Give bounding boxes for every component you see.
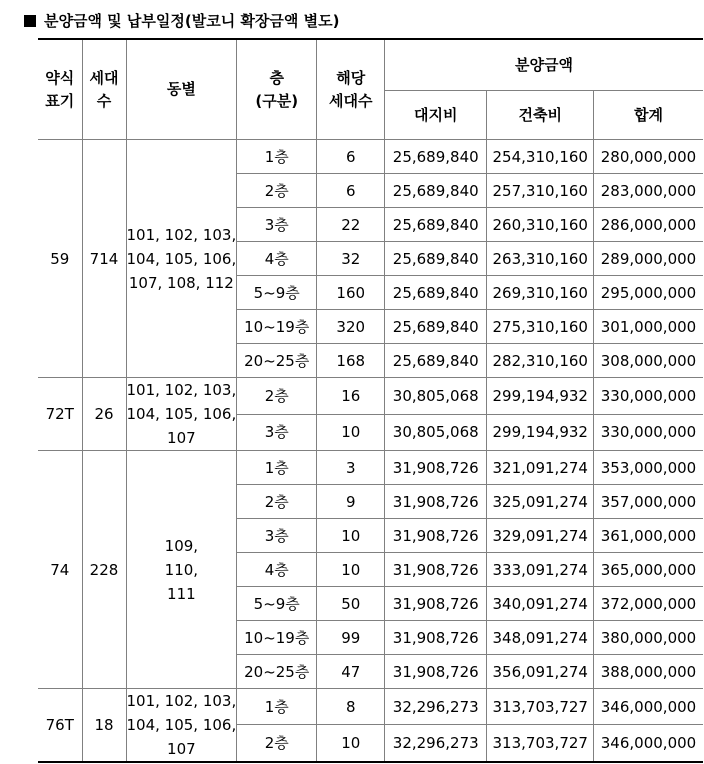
building-cell: 329,091,274 bbox=[487, 519, 594, 553]
land-cell: 25,689,840 bbox=[385, 242, 487, 276]
count-cell: 10 bbox=[317, 725, 385, 762]
floor-cell: 3층 bbox=[237, 208, 317, 242]
dong-line: 101, 102, 103, bbox=[126, 692, 237, 710]
building-cell: 263,310,160 bbox=[487, 242, 594, 276]
count-cell: 8 bbox=[317, 689, 385, 725]
floor-cell: 1층 bbox=[237, 451, 317, 485]
floor-cell: 20~25층 bbox=[237, 344, 317, 378]
header-total: 합계 bbox=[594, 91, 703, 140]
land-cell: 31,908,726 bbox=[385, 587, 487, 621]
households-cell: 26 bbox=[82, 378, 126, 451]
header-dong: 동별 bbox=[126, 39, 237, 140]
header-price: 분양금액 bbox=[385, 39, 703, 91]
land-cell: 31,908,726 bbox=[385, 553, 487, 587]
households-cell: 714 bbox=[82, 140, 126, 378]
land-cell: 25,689,840 bbox=[385, 140, 487, 174]
building-cell: 356,091,274 bbox=[487, 655, 594, 689]
dong-line: 107 bbox=[167, 740, 196, 758]
total-cell: 388,000,000 bbox=[594, 655, 703, 689]
floor-cell: 5~9층 bbox=[237, 276, 317, 310]
total-cell: 330,000,000 bbox=[594, 414, 703, 451]
land-cell: 31,908,726 bbox=[385, 485, 487, 519]
total-cell: 286,000,000 bbox=[594, 208, 703, 242]
total-cell: 308,000,000 bbox=[594, 344, 703, 378]
building-cell: 325,091,274 bbox=[487, 485, 594, 519]
building-cell: 269,310,160 bbox=[487, 276, 594, 310]
land-cell: 31,908,726 bbox=[385, 655, 487, 689]
land-cell: 31,908,726 bbox=[385, 621, 487, 655]
total-cell: 295,000,000 bbox=[594, 276, 703, 310]
count-cell: 10 bbox=[317, 414, 385, 451]
count-cell: 16 bbox=[317, 378, 385, 415]
header-building: 건축비 bbox=[487, 91, 594, 140]
building-cell: 340,091,274 bbox=[487, 587, 594, 621]
dong-line: 111 bbox=[167, 584, 196, 603]
floor-cell: 5~9층 bbox=[237, 587, 317, 621]
building-cell: 321,091,274 bbox=[487, 451, 594, 485]
floor-cell: 20~25층 bbox=[237, 655, 317, 689]
building-cell: 257,310,160 bbox=[487, 174, 594, 208]
header-households: 세대 수 bbox=[82, 39, 126, 140]
header-type: 약식 표기 bbox=[38, 39, 82, 140]
total-cell: 346,000,000 bbox=[594, 725, 703, 762]
households-cell: 18 bbox=[82, 689, 126, 763]
total-cell: 346,000,000 bbox=[594, 689, 703, 725]
type-cell: 74 bbox=[38, 451, 82, 689]
land-cell: 25,689,840 bbox=[385, 208, 487, 242]
dong-line: 107 bbox=[167, 429, 196, 447]
dong-line: 101, 102, 103, bbox=[126, 381, 237, 399]
households-cell: 228 bbox=[82, 451, 126, 689]
land-cell: 31,908,726 bbox=[385, 519, 487, 553]
table-row bbox=[38, 689, 703, 725]
building-cell: 299,194,932 bbox=[487, 378, 594, 415]
table-row bbox=[38, 451, 703, 485]
total-cell: 353,000,000 bbox=[594, 451, 703, 485]
building-cell: 313,703,727 bbox=[487, 689, 594, 725]
total-cell: 357,000,000 bbox=[594, 485, 703, 519]
type-cell: 59 bbox=[38, 140, 82, 378]
floor-cell: 4층 bbox=[237, 553, 317, 587]
count-cell: 3 bbox=[317, 451, 385, 485]
land-cell: 25,689,840 bbox=[385, 276, 487, 310]
count-cell: 9 bbox=[317, 485, 385, 519]
building-cell: 299,194,932 bbox=[487, 414, 594, 451]
dong-line: 104, 105, 106, bbox=[126, 716, 237, 734]
type-cell: 76T bbox=[38, 689, 82, 763]
total-cell: 361,000,000 bbox=[594, 519, 703, 553]
building-cell: 348,091,274 bbox=[487, 621, 594, 655]
count-cell: 6 bbox=[317, 140, 385, 174]
floor-cell: 1층 bbox=[237, 140, 317, 174]
count-cell: 160 bbox=[317, 276, 385, 310]
total-cell: 372,000,000 bbox=[594, 587, 703, 621]
floor-cell: 1층 bbox=[237, 689, 317, 725]
table-row bbox=[38, 140, 703, 174]
count-cell: 99 bbox=[317, 621, 385, 655]
count-cell: 168 bbox=[317, 344, 385, 378]
floor-cell: 2층 bbox=[237, 485, 317, 519]
dong-cell bbox=[126, 451, 237, 689]
total-cell: 330,000,000 bbox=[594, 378, 703, 415]
floor-cell: 10~19층 bbox=[237, 310, 317, 344]
total-cell: 301,000,000 bbox=[594, 310, 703, 344]
total-cell: 289,000,000 bbox=[594, 242, 703, 276]
header-land: 대지비 bbox=[385, 91, 487, 140]
dong-line: 101, 102, 103, bbox=[126, 225, 237, 244]
count-cell: 320 bbox=[317, 310, 385, 344]
table-row bbox=[38, 378, 703, 415]
count-cell: 22 bbox=[317, 208, 385, 242]
dong-cell bbox=[126, 689, 237, 763]
price-table bbox=[38, 38, 703, 763]
dong-cell bbox=[126, 140, 237, 378]
count-cell: 50 bbox=[317, 587, 385, 621]
building-cell: 254,310,160 bbox=[487, 140, 594, 174]
dong-line: 104, 105, 106, bbox=[126, 405, 237, 423]
count-cell: 32 bbox=[317, 242, 385, 276]
floor-cell: 4층 bbox=[237, 242, 317, 276]
dong-line: 107, 108, 112 bbox=[128, 273, 234, 292]
floor-cell: 10~19층 bbox=[237, 621, 317, 655]
total-cell: 280,000,000 bbox=[594, 140, 703, 174]
building-cell: 313,703,727 bbox=[487, 725, 594, 762]
land-cell: 30,805,068 bbox=[385, 378, 487, 415]
count-cell: 10 bbox=[317, 553, 385, 587]
table-body bbox=[38, 140, 703, 763]
header-floor: 층 (구분) bbox=[237, 39, 317, 140]
total-cell: 365,000,000 bbox=[594, 553, 703, 587]
land-cell: 25,689,840 bbox=[385, 344, 487, 378]
floor-cell: 3층 bbox=[237, 414, 317, 451]
land-cell: 32,296,273 bbox=[385, 725, 487, 762]
floor-cell: 3층 bbox=[237, 519, 317, 553]
land-cell: 25,689,840 bbox=[385, 310, 487, 344]
dong-cell bbox=[126, 378, 237, 451]
section-title bbox=[24, 10, 339, 31]
count-cell: 10 bbox=[317, 519, 385, 553]
land-cell: 30,805,068 bbox=[385, 414, 487, 451]
land-cell: 31,908,726 bbox=[385, 451, 487, 485]
land-cell: 32,296,273 bbox=[385, 689, 487, 725]
floor-cell: 2층 bbox=[237, 174, 317, 208]
total-cell: 380,000,000 bbox=[594, 621, 703, 655]
building-cell: 282,310,160 bbox=[487, 344, 594, 378]
count-cell: 47 bbox=[317, 655, 385, 689]
floor-cell: 2층 bbox=[237, 725, 317, 762]
type-cell: 72T bbox=[38, 378, 82, 451]
building-cell: 333,091,274 bbox=[487, 553, 594, 587]
dong-line: 109, bbox=[164, 536, 199, 555]
land-cell: 25,689,840 bbox=[385, 174, 487, 208]
building-cell: 260,310,160 bbox=[487, 208, 594, 242]
square-bullet-icon bbox=[24, 15, 36, 27]
floor-cell: 2층 bbox=[237, 378, 317, 415]
count-cell: 6 bbox=[317, 174, 385, 208]
building-cell: 275,310,160 bbox=[487, 310, 594, 344]
header-floor-households: 해당 세대수 bbox=[317, 39, 385, 140]
section-title-text: 분양금액 및 납부일정(발코니 확장금액 별도) bbox=[44, 12, 340, 30]
dong-line: 104, 105, 106, bbox=[126, 249, 237, 268]
dong-line: 110, bbox=[164, 560, 199, 579]
total-cell: 283,000,000 bbox=[594, 174, 703, 208]
